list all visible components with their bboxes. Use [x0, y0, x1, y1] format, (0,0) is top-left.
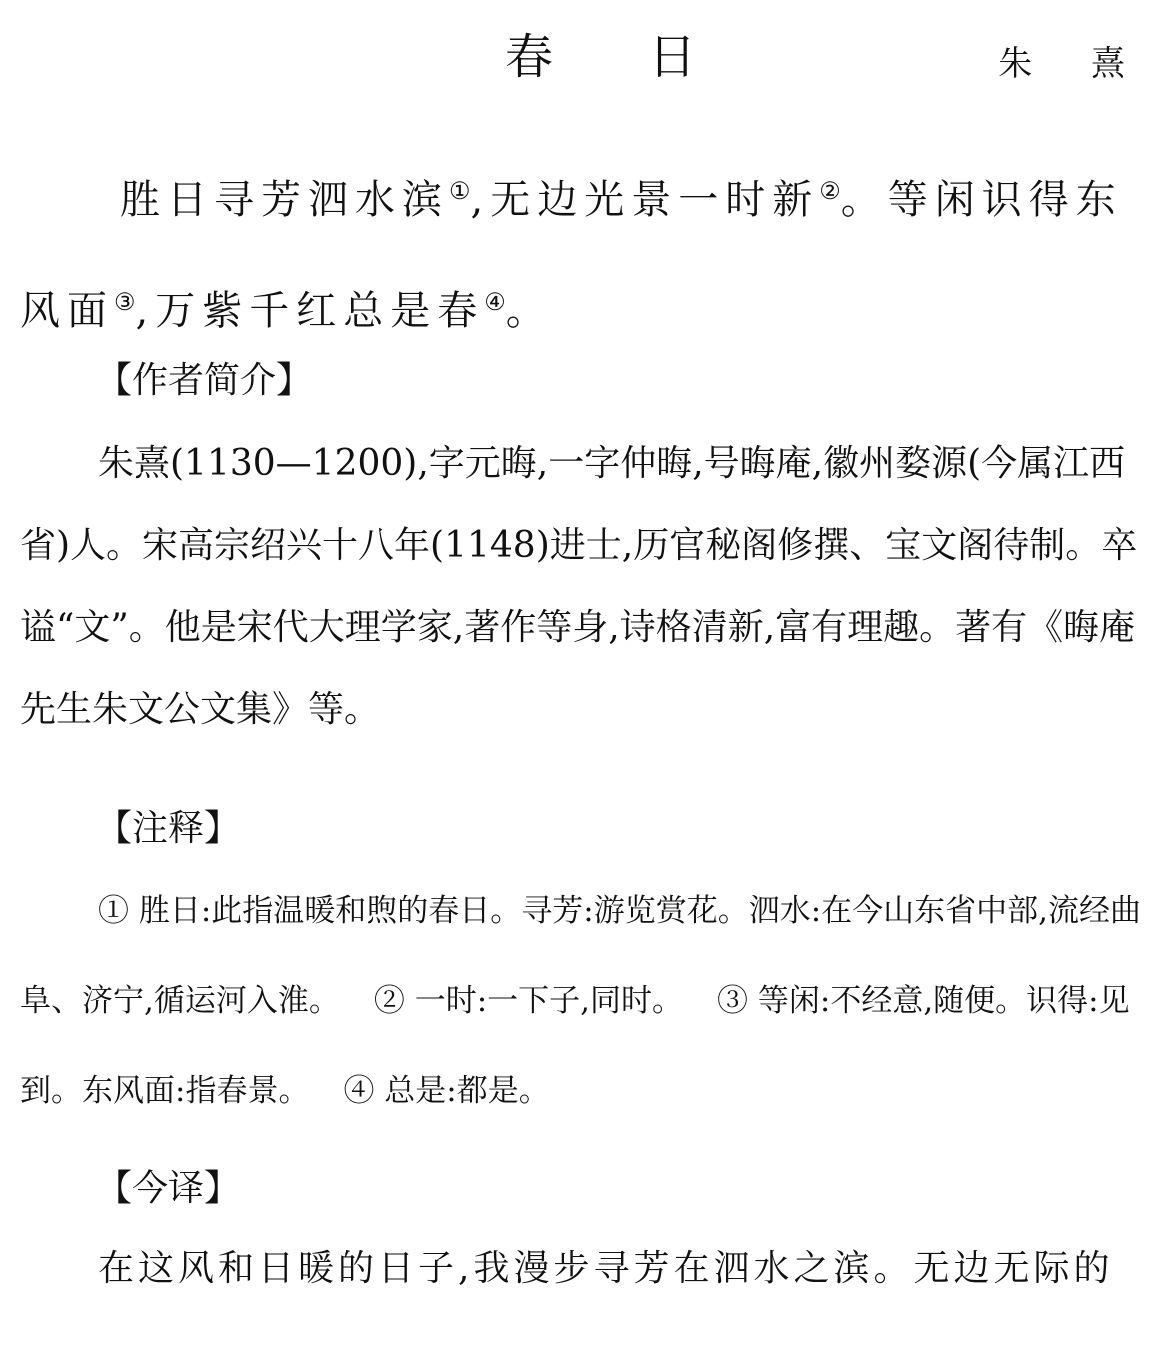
translation-text: 在这风和日暖的日子,我漫步寻芳在泗水之滨。无边无际的 — [98, 1248, 1114, 1289]
poem-body — [20, 140, 1149, 362]
footnote-ref-3: ③ — [114, 288, 136, 316]
footnote-ref-4: ④ — [484, 288, 506, 316]
footnote-ref-1: ① — [449, 177, 471, 205]
translation-heading: 【今译】 — [96, 1168, 241, 1209]
author-intro-heading: 【作者简介】 — [96, 360, 313, 401]
note-item-1: ① 胜日:此指温暖和煦的春日。寻芳:游览赏花。泗水:在今山东省中部,流经曲阜、济宁,循运河入淮。 — [20, 893, 1142, 1019]
poem-author: 朱 熹 — [998, 44, 1149, 84]
poem-text-2: ,无边光景一时新 — [470, 177, 820, 223]
note-item-4: ④ 总是:都是。 — [343, 1073, 550, 1109]
poem-text-1: 胜日寻芳泗水滨 — [120, 177, 449, 223]
poem-title: 春 日 — [505, 29, 737, 85]
note-item-3: ③ 等闲:不经意,随便。识得:见到。东风面:指春景。 — [20, 983, 1130, 1109]
poem-text-5: 。 — [505, 288, 553, 334]
notes-text — [20, 866, 1149, 1136]
note-item-2: ② 一时:一下子,同时。 — [373, 983, 684, 1019]
poem-text-3: 。等闲识得东风面 — [20, 177, 1123, 334]
author-intro-text: 朱熹(1130—1200),字元晦,一字仲晦,号晦庵,徽州婺源(今属江西省)人。宋高宗绍兴十八年(1148)进士,历官秘阁修撰、宝文阁待制。卒谥“文”。他是宋代大理学家,著作等身,诗格清新,富有理趣。著有《晦庵先生朱文公文集》等。 — [20, 443, 1138, 730]
title-row — [0, 10, 1169, 85]
poem-text-4: ,万紫千红总是春 — [135, 288, 485, 334]
notes-heading: 【注释】 — [96, 808, 241, 849]
footnote-ref-2: ② — [819, 177, 841, 205]
